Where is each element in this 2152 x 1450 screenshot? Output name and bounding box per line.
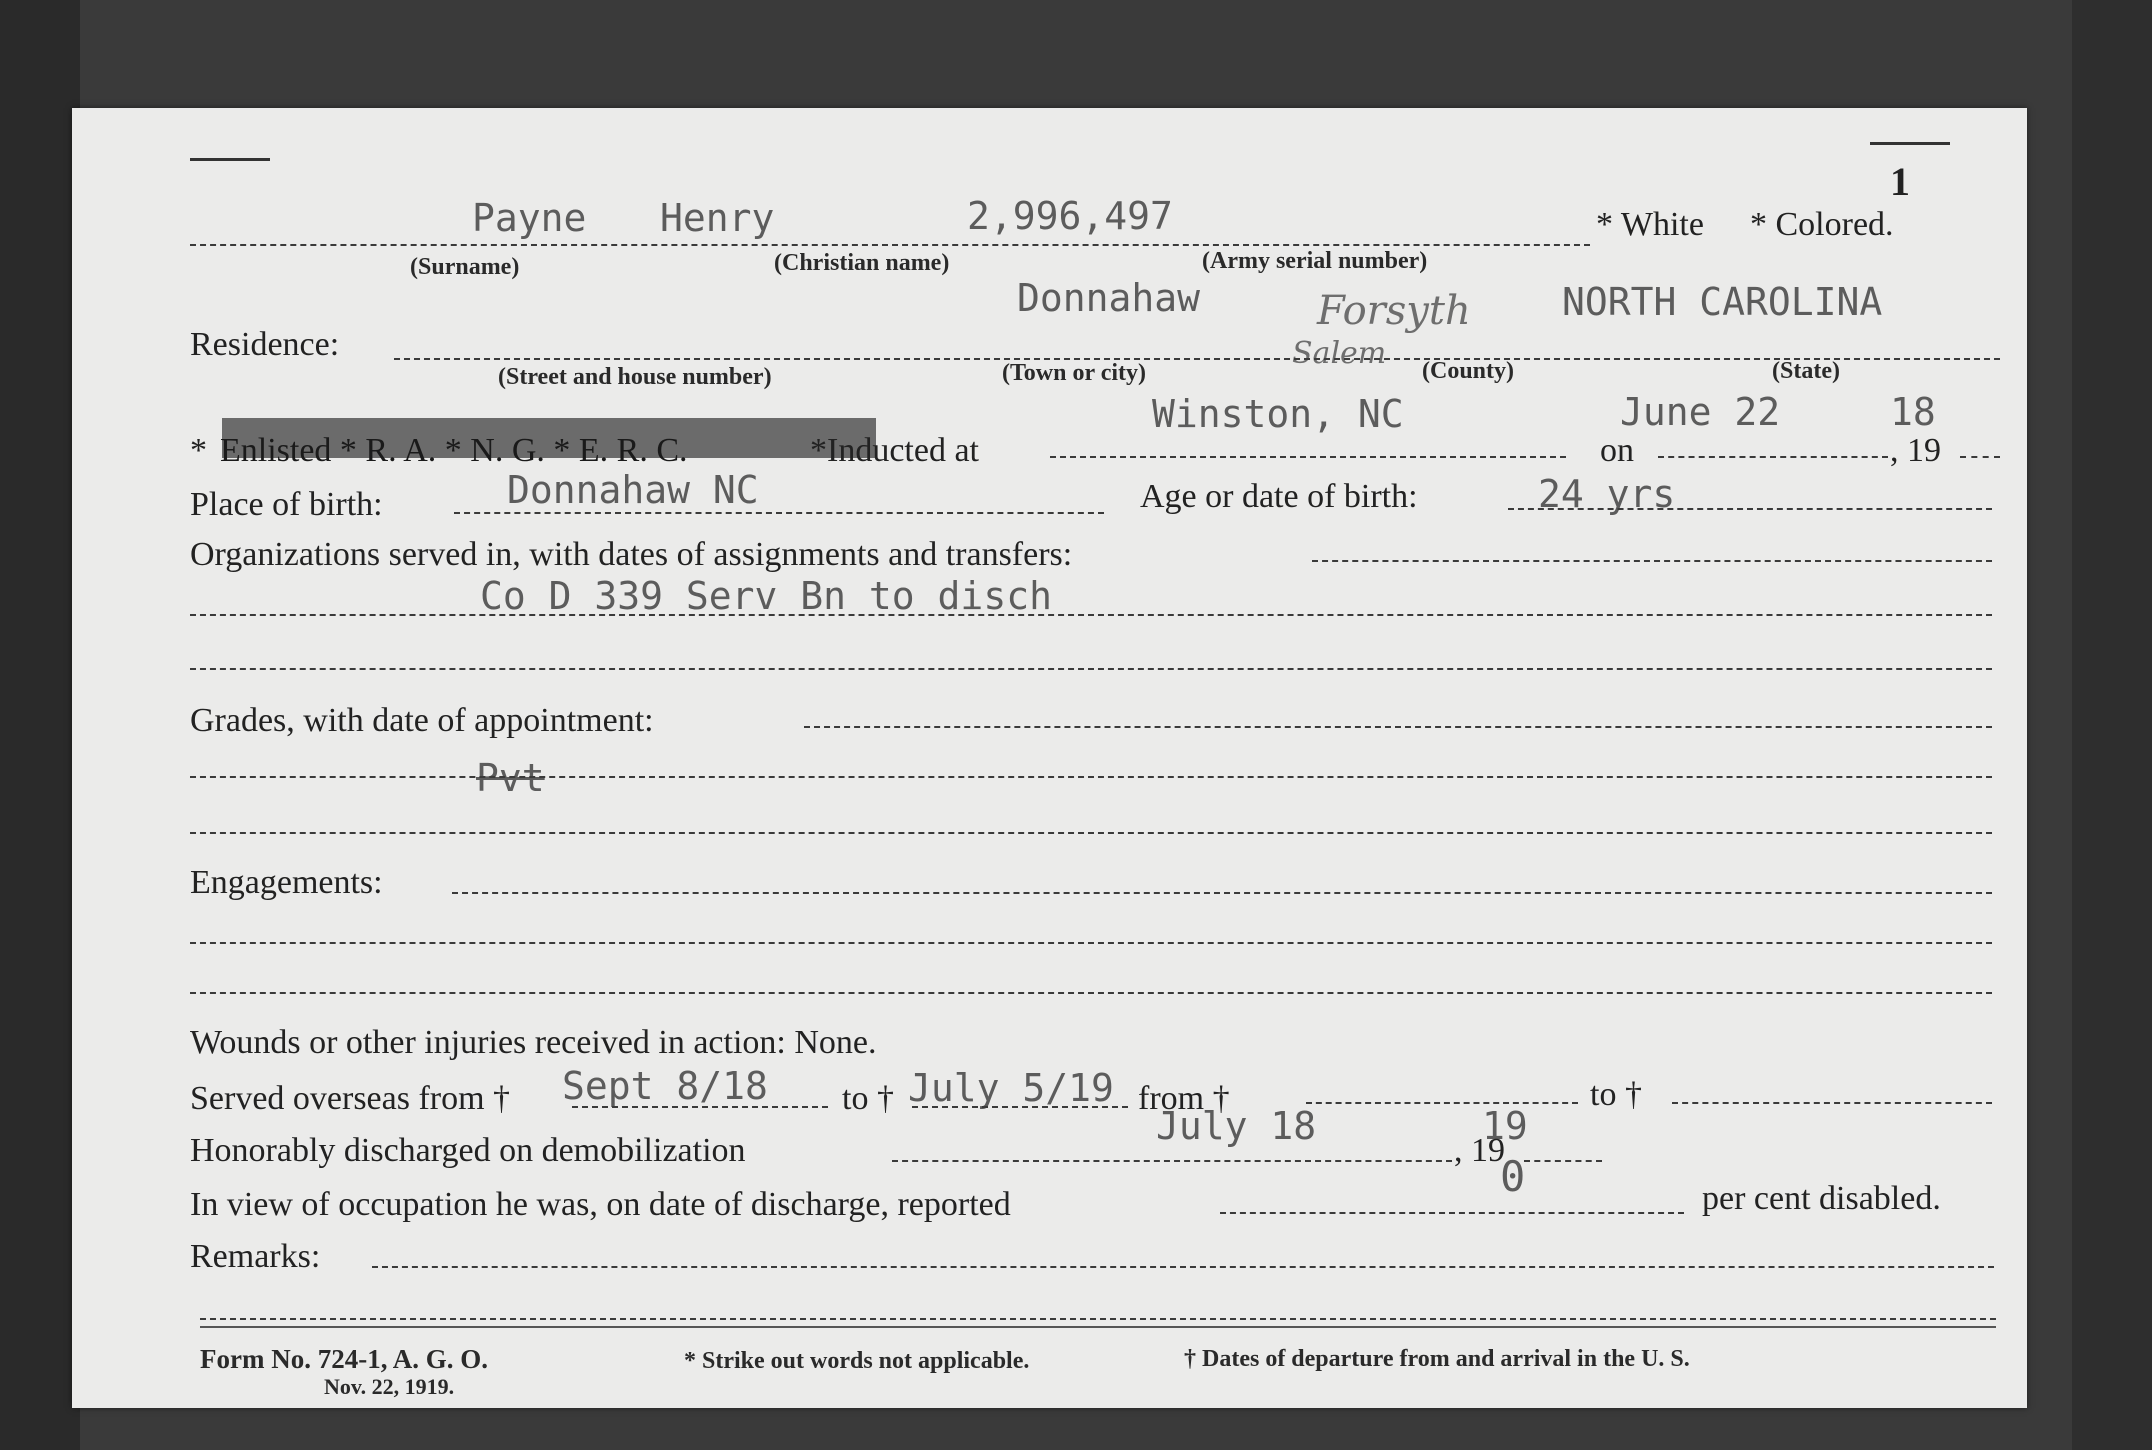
- discharge-year-prefix: , 19: [1454, 1132, 1505, 1169]
- engagements-line-1: [452, 892, 1992, 894]
- grade-value: Pvt: [476, 756, 545, 800]
- inducted-year-prefix: , 19: [1890, 432, 1941, 469]
- scan-border-left: [0, 0, 80, 1450]
- overseas-from-line-2: [1306, 1102, 1578, 1104]
- overseas-to-label: to †: [842, 1080, 894, 1117]
- overseas-to-label-2: to †: [1590, 1076, 1642, 1113]
- label-surname: (Surname): [410, 254, 520, 280]
- on-label: on: [1600, 432, 1634, 469]
- overseas-from-line: [572, 1106, 828, 1108]
- residence-state-value: NORTH CAROLINA: [1562, 280, 1883, 324]
- grades-line-2: [190, 776, 1992, 778]
- organizations-line-2: [190, 614, 1992, 616]
- on-date-line: [1658, 456, 1888, 458]
- name-line: [190, 244, 1590, 246]
- engagements-line-3: [190, 992, 1992, 994]
- organizations-line-1: [1312, 560, 1992, 562]
- service-record-card: [72, 108, 2027, 1408]
- inducted-year-value: 18: [1890, 390, 1936, 434]
- remarks-label: Remarks:: [190, 1238, 321, 1275]
- overseas-to-value: July 5/19: [908, 1066, 1114, 1110]
- disabled-label: per cent disabled.: [1702, 1180, 1941, 1217]
- disabled-value: 0: [1500, 1152, 1526, 1201]
- disabled-line: [1220, 1212, 1684, 1214]
- label-county: (County): [1422, 358, 1515, 384]
- served-overseas-label: Served overseas from †: [190, 1080, 511, 1117]
- strike-note: * Strike out words not applicable.: [684, 1348, 1030, 1374]
- label-street: (Street and house number): [498, 364, 772, 390]
- inducted-line: [1050, 456, 1566, 458]
- discharge-year-value: 19: [1482, 1104, 1528, 1148]
- remarks-line-2: [200, 1318, 1996, 1320]
- form-date: Nov. 22, 1919.: [324, 1374, 455, 1399]
- residence-label: Residence:: [190, 326, 340, 363]
- surname-value: Payne: [472, 196, 587, 240]
- residence-town-value: Donnahaw: [1017, 276, 1201, 320]
- birth-place-value: Donnahaw NC: [507, 468, 759, 512]
- serial-number-value: 2,996,497: [967, 194, 1173, 238]
- engagements-line-2: [190, 942, 1992, 944]
- label-state: (State): [1772, 358, 1840, 384]
- overseas-to-line-2: [1672, 1102, 1992, 1104]
- enlisted-options: Enlisted * R. A. * N. G. * E. R. C.: [220, 432, 688, 469]
- discharge-date-line: [892, 1160, 1452, 1162]
- residence-county-value: Forsyth: [1317, 288, 1471, 334]
- discharge-date-value: July 18: [1156, 1104, 1317, 1148]
- christian-name-value: Henry: [660, 196, 775, 240]
- inducted-label: *Inducted at: [810, 432, 979, 469]
- organizations-label: Organizations served in, with dates of assignments and transfers:: [190, 536, 1073, 573]
- footer-rule: [200, 1326, 1996, 1328]
- wounds-text: Wounds or other injuries received in action: None.: [190, 1024, 877, 1061]
- race-white: * White: [1596, 206, 1704, 243]
- discharged-label: Honorably discharged on demobilization: [190, 1132, 746, 1169]
- residence-line: [394, 358, 2000, 360]
- organization-value: Co D 339 Serv Bn to disch: [480, 574, 1052, 618]
- label-town: (Town or city): [1002, 360, 1146, 386]
- residence-county-alt: Salem: [1292, 336, 1387, 371]
- label-christian-name: (Christian name): [774, 250, 950, 276]
- engagements-label: Engagements:: [190, 864, 383, 901]
- grades-line-3: [190, 832, 1992, 834]
- form-number: Form No. 724-1, A. G. O.: [200, 1344, 488, 1374]
- age-label: Age or date of birth:: [1140, 478, 1418, 515]
- overseas-from-value: Sept 8/18: [562, 1064, 768, 1108]
- occupation-label: In view of occupation he was, on date of discharge, reported: [190, 1186, 1011, 1223]
- remarks-line-1: [372, 1266, 1994, 1268]
- dates-note: † Dates of departure from and arrival in the U. S.: [1184, 1346, 1690, 1372]
- enlisted-prefix: *: [190, 432, 207, 469]
- card-number: 1: [1890, 159, 1910, 204]
- grades-label: Grades, with date of appointment:: [190, 702, 654, 739]
- birth-place-line: [454, 512, 1104, 514]
- age-value: 24 yrs: [1538, 472, 1676, 516]
- race-colored: * Colored.: [1750, 206, 1894, 243]
- label-serial-number: (Army serial number): [1202, 248, 1428, 274]
- top-right-rule: [1870, 142, 1950, 145]
- birth-place-label: Place of birth:: [190, 486, 383, 523]
- grades-line-1: [804, 726, 1992, 728]
- inducted-date-value: June 22: [1620, 390, 1781, 434]
- overseas-to-line: [912, 1106, 1128, 1108]
- scan-border-right: [2072, 0, 2152, 1450]
- discharge-year-line: [1524, 1160, 1602, 1162]
- organizations-line-3: [190, 668, 1992, 670]
- inducted-place-value: Winston, NC: [1152, 392, 1404, 436]
- overseas-from-label-2: from †: [1138, 1080, 1230, 1117]
- top-left-rule: [190, 158, 270, 161]
- age-line: [1508, 508, 1992, 510]
- inducted-year-line: [1960, 456, 2000, 458]
